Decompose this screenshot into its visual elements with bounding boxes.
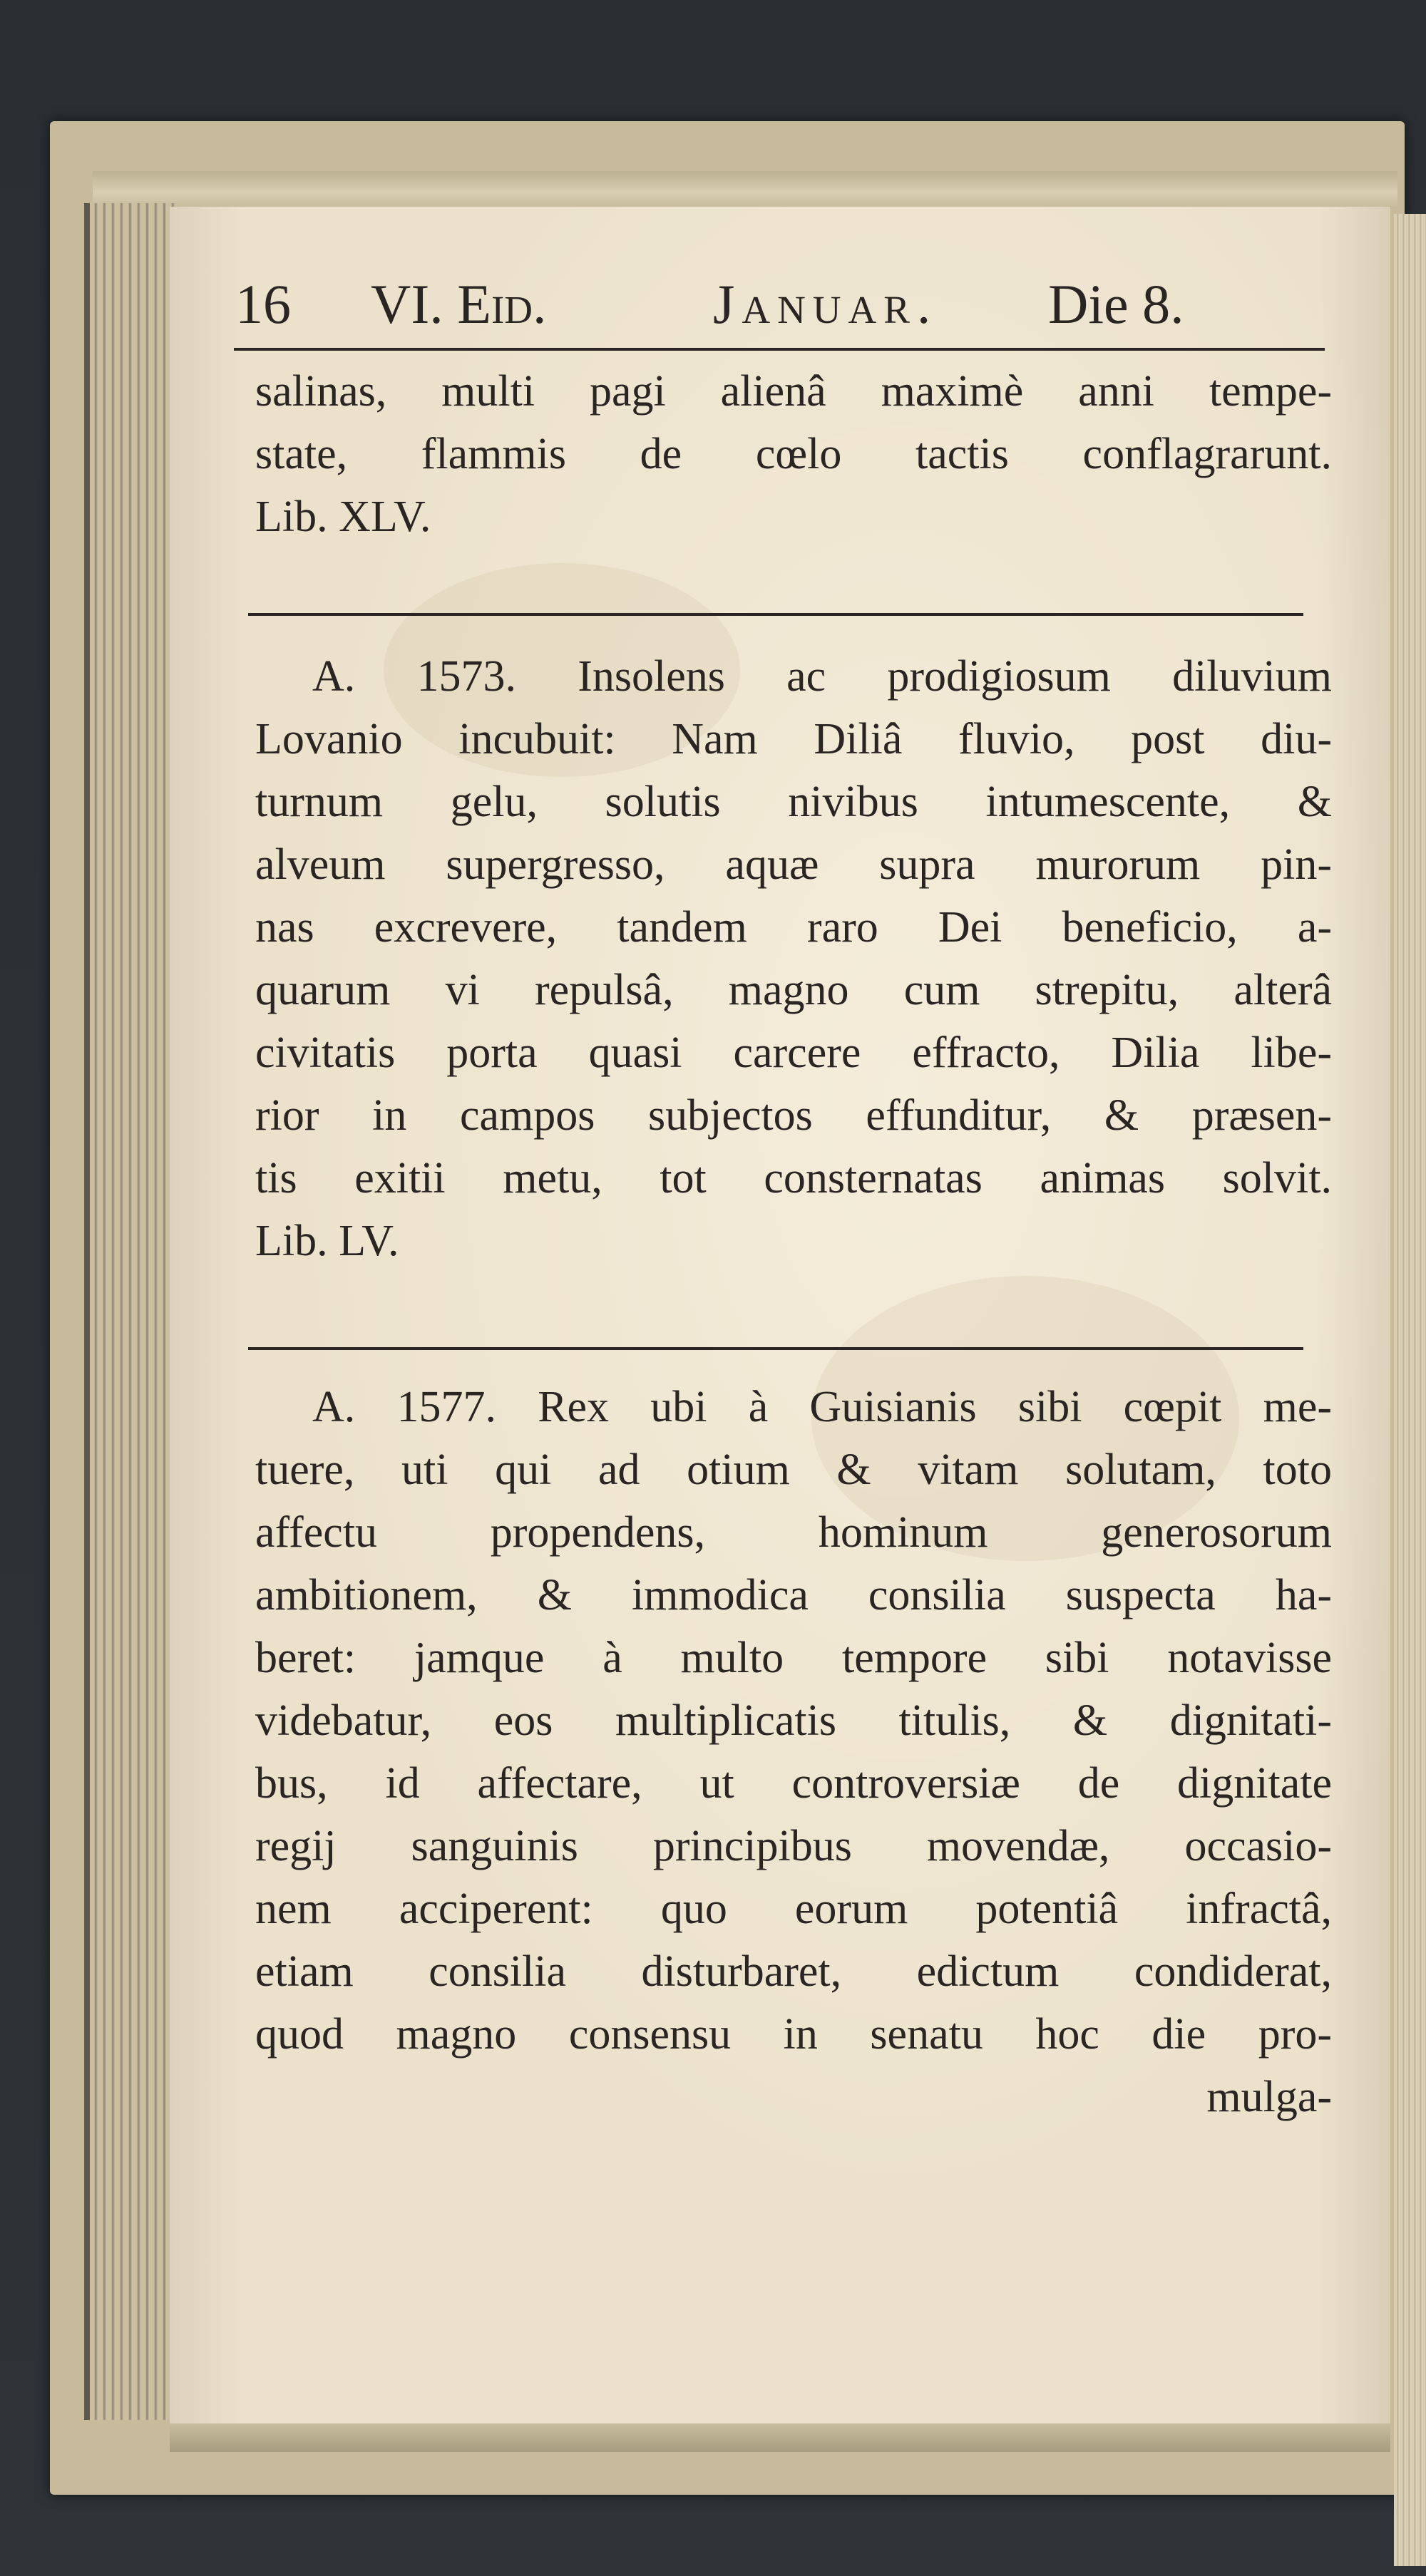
entry-1577 — [255, 1376, 1332, 2128]
text-line: turnum gelu, solutis nivibus intumescente, & — [255, 778, 1332, 826]
entry-separator — [248, 613, 1303, 616]
book-page — [170, 207, 1390, 2423]
header-day: Die 8. — [1048, 273, 1184, 335]
text-line: videbatur, eos multiplicatis titulis, & dignitati- — [255, 1696, 1332, 1745]
catchword: mulga- — [1206, 2073, 1332, 2121]
text-line: affectu propendens, hominum generosorum — [255, 1508, 1332, 1557]
paragraph-continuation — [255, 360, 1332, 548]
text-line: quod magno consensu in senatu hoc die pro- — [255, 2010, 1332, 2059]
page-edge-top — [93, 171, 1397, 207]
text-line: bus, id affectare, ut controversiæ de dignitate — [255, 1759, 1332, 1808]
text-line: A. 1573. Insolens ac prodigiosum diluvium — [312, 652, 1332, 701]
text-line: tuere, uti qui ad otium & vitam solutam, toto — [255, 1446, 1332, 1494]
text-line: Lovanio incubuit: Nam Diliâ fluvio, post diu- — [255, 715, 1332, 763]
page-edges-left — [84, 203, 175, 2420]
text-line: ambitionem, & immodica consilia suspecta ha- — [255, 1571, 1332, 1619]
page-edges-right — [1394, 214, 1426, 2566]
page-edge-bottom — [170, 2423, 1390, 2452]
text-line: salinas, multi pagi alienâ maximè anni tempe- — [255, 367, 1332, 416]
text-line: civitatis porta quasi carcere effracto, Dilia libe- — [255, 1029, 1332, 1077]
running-header — [235, 272, 1319, 336]
entry-separator — [248, 1347, 1303, 1350]
text-line: state, flammis de cœlo tactis conflagrarunt. — [255, 430, 1332, 478]
text-line: nas excrevere, tandem raro Dei beneficio, a- — [255, 903, 1332, 952]
header-month: Januar. — [713, 273, 938, 335]
text-line: beret: jamque à multo tempore sibi notavisse — [255, 1634, 1332, 1682]
text-line: Lib. LV. — [255, 1217, 399, 1265]
page-number: 16 — [235, 273, 291, 335]
text-line: regij sanguinis principibus movendæ, occasio- — [255, 1822, 1332, 1870]
text-line: quarum vi repulsâ, magno cum strepitu, alterâ — [255, 966, 1332, 1014]
header-eid: VI. Eid. — [371, 273, 547, 335]
text-line: rior in campos subjectos effunditur, & præsen- — [255, 1091, 1332, 1140]
entry-1573 — [255, 645, 1332, 1272]
text-line: tis exitii metu, tot consternatas animas solvit. — [255, 1154, 1332, 1202]
header-rule — [234, 348, 1325, 351]
text-line: A. 1577. Rex ubi à Guisianis sibi cœpit me- — [312, 1383, 1332, 1431]
text-line: Lib. XLV. — [255, 493, 431, 541]
text-line: etiam consilia disturbaret, edictum condiderat, — [255, 1947, 1332, 1996]
text-line: nem acciperent: quo eorum potentiâ infractâ, — [255, 1885, 1332, 1933]
text-line: alveum supergresso, aquæ supra murorum pin- — [255, 840, 1332, 889]
